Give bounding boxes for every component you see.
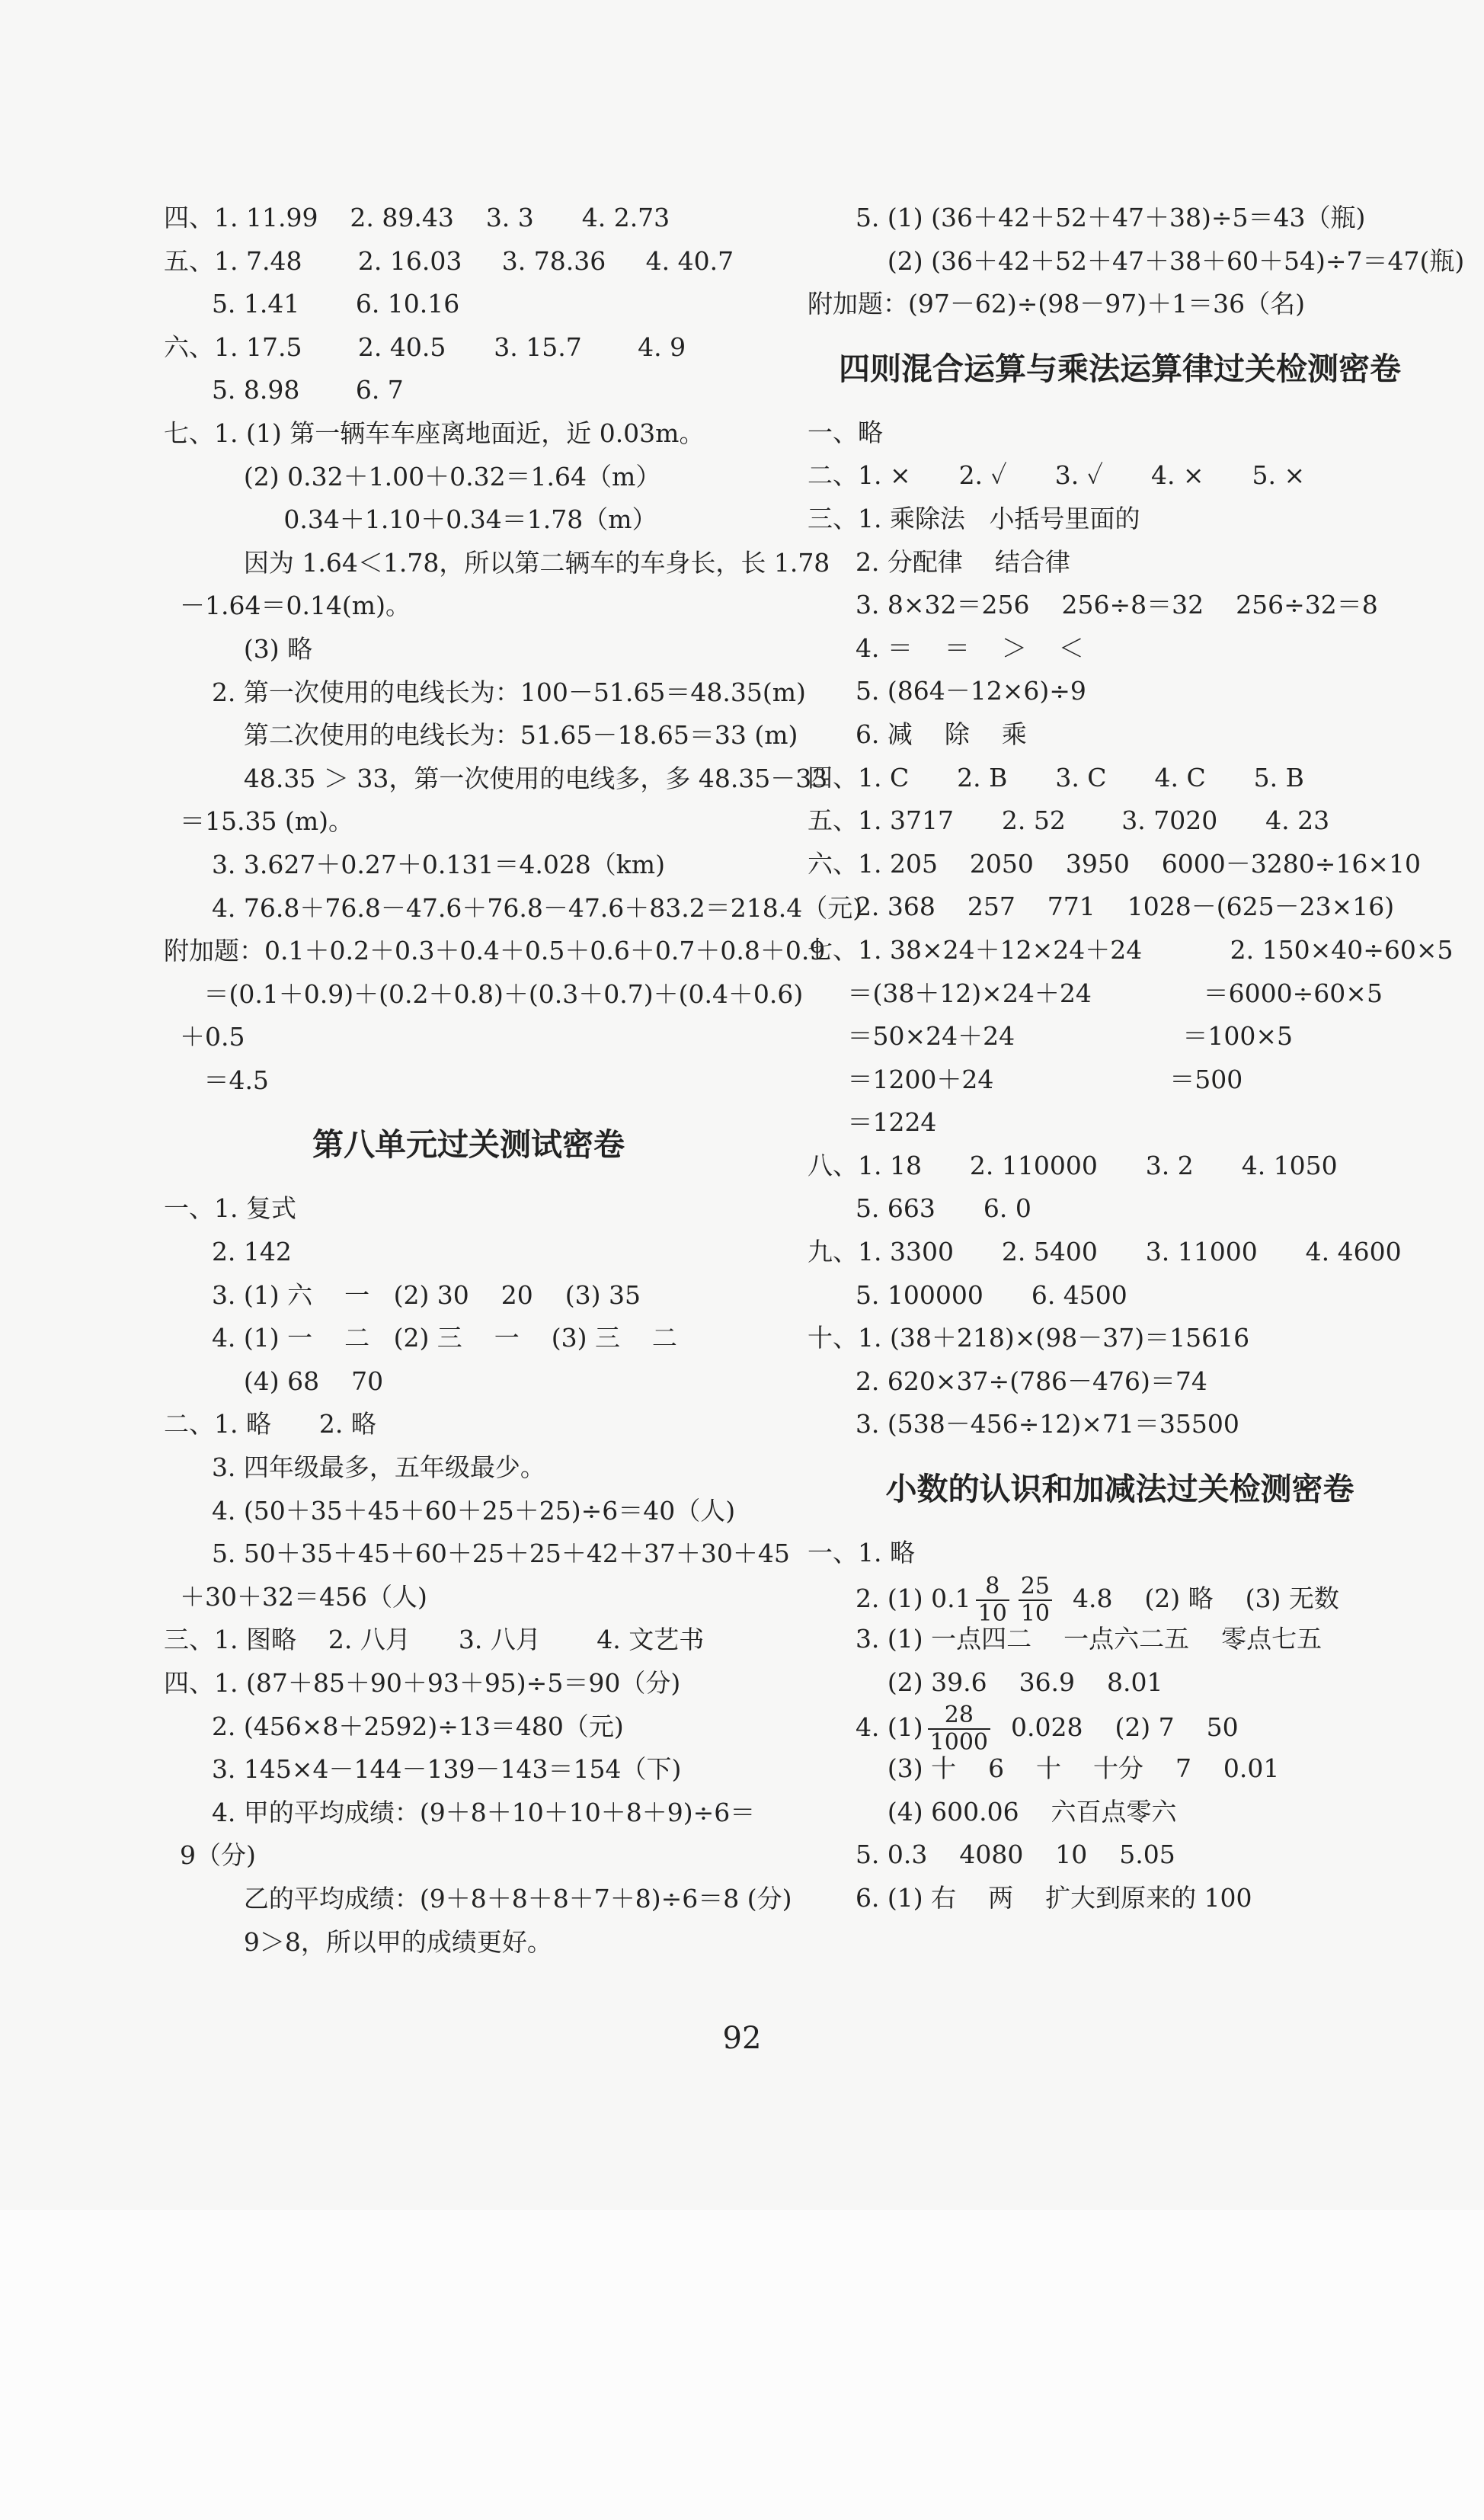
answer-line: 一、1. 略 [808,1538,915,1568]
answer-line: ＝50×24＋24 ＝100×5 [808,1021,1293,1052]
answer-line: 6. (1) 右 两 扩大到原来的 100 [808,1882,1252,1913]
answer-line: 3. 8×32＝256 256÷8＝32 256÷32＝8 [808,590,1378,620]
answer-line: 4. ＝ ＝ ＞ ＜ [808,632,1084,663]
answer-line: ＝1200＋24 ＝500 [808,1064,1243,1094]
answer-line: ＝(38＋12)×24＋24 ＝6000÷60×5 [808,978,1383,1008]
answer-line: 四、1. 11.99 2. 89.43 3. 3 4. 2.73 [164,203,670,232]
answer-line: 0.34＋1.10＋0.34＝1.78（m） [164,504,657,535]
left-lines-b [164,1187,792,1964]
section-title-unit-eight: 第八单元过关测试密卷 [312,1126,625,1164]
answer-line: 4. (50＋35＋45＋60＋25＋25)÷6＝40（人) [164,1495,736,1526]
answer-line: 4. 76.8＋76.8－47.6＋76.8－47.6＋83.2＝218.4（元) [164,892,863,923]
answer-line: 七、1. 38×24＋12×24＋24 2. 150×40÷60×5 [808,934,1454,965]
answer-line: 2. 分配律 结合律 [808,546,1070,577]
line-prefix: 4. (1) [808,1712,923,1743]
answer-line: (3) 十 6 十 十分 7 0.01 [808,1753,1280,1783]
answer-line: －1.64＝0.14(m)。 [164,591,411,621]
answer-line: 二、1. × 2. ✓ 3. ✓ 4. × 5. × [808,460,1306,491]
answer-line: ＝15.35 (m)。 [164,806,353,837]
right-column [808,197,1465,1920]
answer-line-with-fractions [808,1572,1432,1627]
answer-line: 4. (1) 一 二 (2) 三 一 (3) 三 二 [164,1323,677,1353]
fraction-numerator: 25 [1019,1575,1052,1601]
answer-line-with-fraction [808,1702,1432,1756]
answer-line: 5. 100000 6. 4500 [808,1279,1127,1310]
answer-line: 十、1. (38＋218)×(98－37)＝15616 [808,1323,1250,1353]
answer-line: ＝1224 [808,1107,937,1138]
answer-line: ＝4.5 [164,1065,269,1095]
answer-line: 六、1. 205 2050 3950 6000－3280÷16×10 [808,848,1422,879]
answer-line: 6. 减 除 乘 [808,719,1027,749]
answer-line: 3. 四年级最多，五年级最少。 [164,1452,545,1483]
fraction-numerator: 28 [928,1704,990,1730]
answer-line: (2) 39.6 36.9 8.01 [808,1667,1163,1697]
answer-line: 一、略 [808,417,883,447]
fraction-denominator: 10 [1020,1599,1051,1627]
answer-line: 三、1. 乘除法 小括号里面的 [808,503,1140,533]
answer-line: 5. 1.41 6. 10.16 [164,289,460,319]
answer-line: 因为 1.64＜1.78，所以第二辆车的车身长，长 1.78 [164,547,830,578]
answer-line: 3. (1) 一点四二 一点六二五 零点七五 [808,1624,1322,1654]
answer-line: 3. 3.627＋0.27＋0.131＝4.028（km) [164,849,665,879]
answer-line: 3. (1) 六 一 (2) 30 20 (3) 35 [164,1279,641,1310]
answer-line: 四、1. C 2. B 3. C 4. C 5. B [808,762,1304,793]
section-title-mixed-operations: 四则混合运算与乘法运算律过关检测密卷 [839,350,1401,387]
section-title-decimals: 小数的认识和加减法过关检测密卷 [885,1471,1354,1508]
answer-line: 3. 145×4－144－139－143＝154（下) [164,1754,682,1785]
answer-line: (2) 0.32＋1.00＋0.32＝1.64（m） [164,461,661,492]
answer-line: ＝(0.1＋0.9)＋(0.2＋0.8)＋(0.3＋0.7)＋(0.4＋0.6) [164,978,804,1009]
answer-line: 5. 8.98 6. 7 [164,375,404,405]
answer-line: ＋0.5 [164,1022,245,1052]
answer-line: 2. 620×37÷(786－476)＝74 [808,1366,1207,1396]
answer-line: 2. 368 257 771 1028－(625－23×16) [808,892,1395,922]
answer-line: 三、1. 图略 2. 八月 3. 八月 4. 文艺书 [164,1625,705,1655]
answer-line: 七、1. (1) 第一辆车车座离地面近，近 0.03m。 [164,418,705,448]
answer-line: 附加题：0.1＋0.2＋0.3＋0.4＋0.5＋0.6＋0.7＋0.8＋0.9 [164,936,826,966]
page-number: 92 [722,2021,762,2056]
answer-line: 八、1. 18 2. 110000 3. 2 4. 1050 [808,1150,1338,1180]
answer-line: 2. (456×8＋2592)÷13＝480（元) [164,1711,624,1741]
line-suffix: 4.8 (2) 略 (3) 无数 [1057,1583,1339,1613]
answer-line: 5. (1) (36＋42＋52＋47＋38)÷5＝43（瓶) [808,203,1366,232]
answer-line: 5. (864－12×6)÷9 [808,676,1086,706]
answer-line: (4) 68 70 [164,1366,384,1396]
answer-line: 48.35 ＞ 33，第一次使用的电线多，多 48.35－33 [164,763,828,793]
fraction-denominator: 1000 [929,1729,989,1756]
right-lines-c [808,1532,1432,1920]
answer-line: 5. 0.3 4080 10 5.05 [808,1840,1175,1870]
answer-line: (3) 略 [164,633,313,664]
line-suffix: 0.028 (2) 7 50 [995,1712,1239,1743]
answer-line: (4) 600.06 六百点零六 [808,1796,1177,1827]
page-bottom-margin [0,2210,1484,2520]
answer-line: 一、1. 复式 [164,1193,296,1224]
answer-line: 五、1. 7.48 2. 16.03 3. 78.36 4. 40.7 [164,245,734,276]
answer-line: 9（分) [164,1840,256,1871]
line-prefix: 2. (1) 0.1 [808,1583,971,1613]
answer-line: 5. 50＋35＋45＋60＋25＋25＋42＋37＋30＋45 [164,1539,790,1569]
answer-line: 四、1. (87＋85＋90＋93＋95)÷5＝90（分) [164,1668,681,1698]
answer-line: 二、1. 略 2. 略 [164,1409,376,1439]
answer-line: ＋30＋32＝456（人) [164,1581,427,1612]
answer-line: 附加题：(97－62)÷(98－97)＋1＝36（名) [808,289,1305,319]
answer-line: 9＞8，所以甲的成绩更好。 [164,1926,552,1957]
answer-line: 六、1. 17.5 2. 40.5 3. 15.7 4. 9 [164,331,686,362]
answer-line: 3. (538－456÷12)×71＝35500 [808,1409,1239,1439]
right-lines-b [808,411,1454,1446]
answer-line: 2. 第一次使用的电线长为：100－51.65＝48.35(m) [164,677,806,707]
answer-line: 5. 663 6. 0 [808,1193,1031,1224]
answer-line: 2. 142 [164,1237,292,1267]
answer-line: 4. 甲的平均成绩：(9＋8＋10＋10＋8＋9)÷6＝ [164,1797,756,1827]
answer-line: 第二次使用的电线长为：51.65－18.65＝33 (m) [164,720,798,751]
fraction-denominator: 10 [977,1599,1007,1627]
answer-line: 乙的平均成绩：(9＋8＋8＋8＋7＋8)÷6＝8 (分) [164,1883,792,1913]
answer-line: 九、1. 3300 2. 5400 3. 11000 4. 4600 [808,1237,1402,1267]
right-lines-a [808,197,1465,326]
answer-line: (2) (36＋42＋52＋47＋38＋60＋54)÷7＝47(瓶) [808,245,1465,276]
fraction-numerator: 8 [976,1575,1009,1601]
answer-line: 五、1. 3717 2. 52 3. 7020 4. 23 [808,805,1330,836]
